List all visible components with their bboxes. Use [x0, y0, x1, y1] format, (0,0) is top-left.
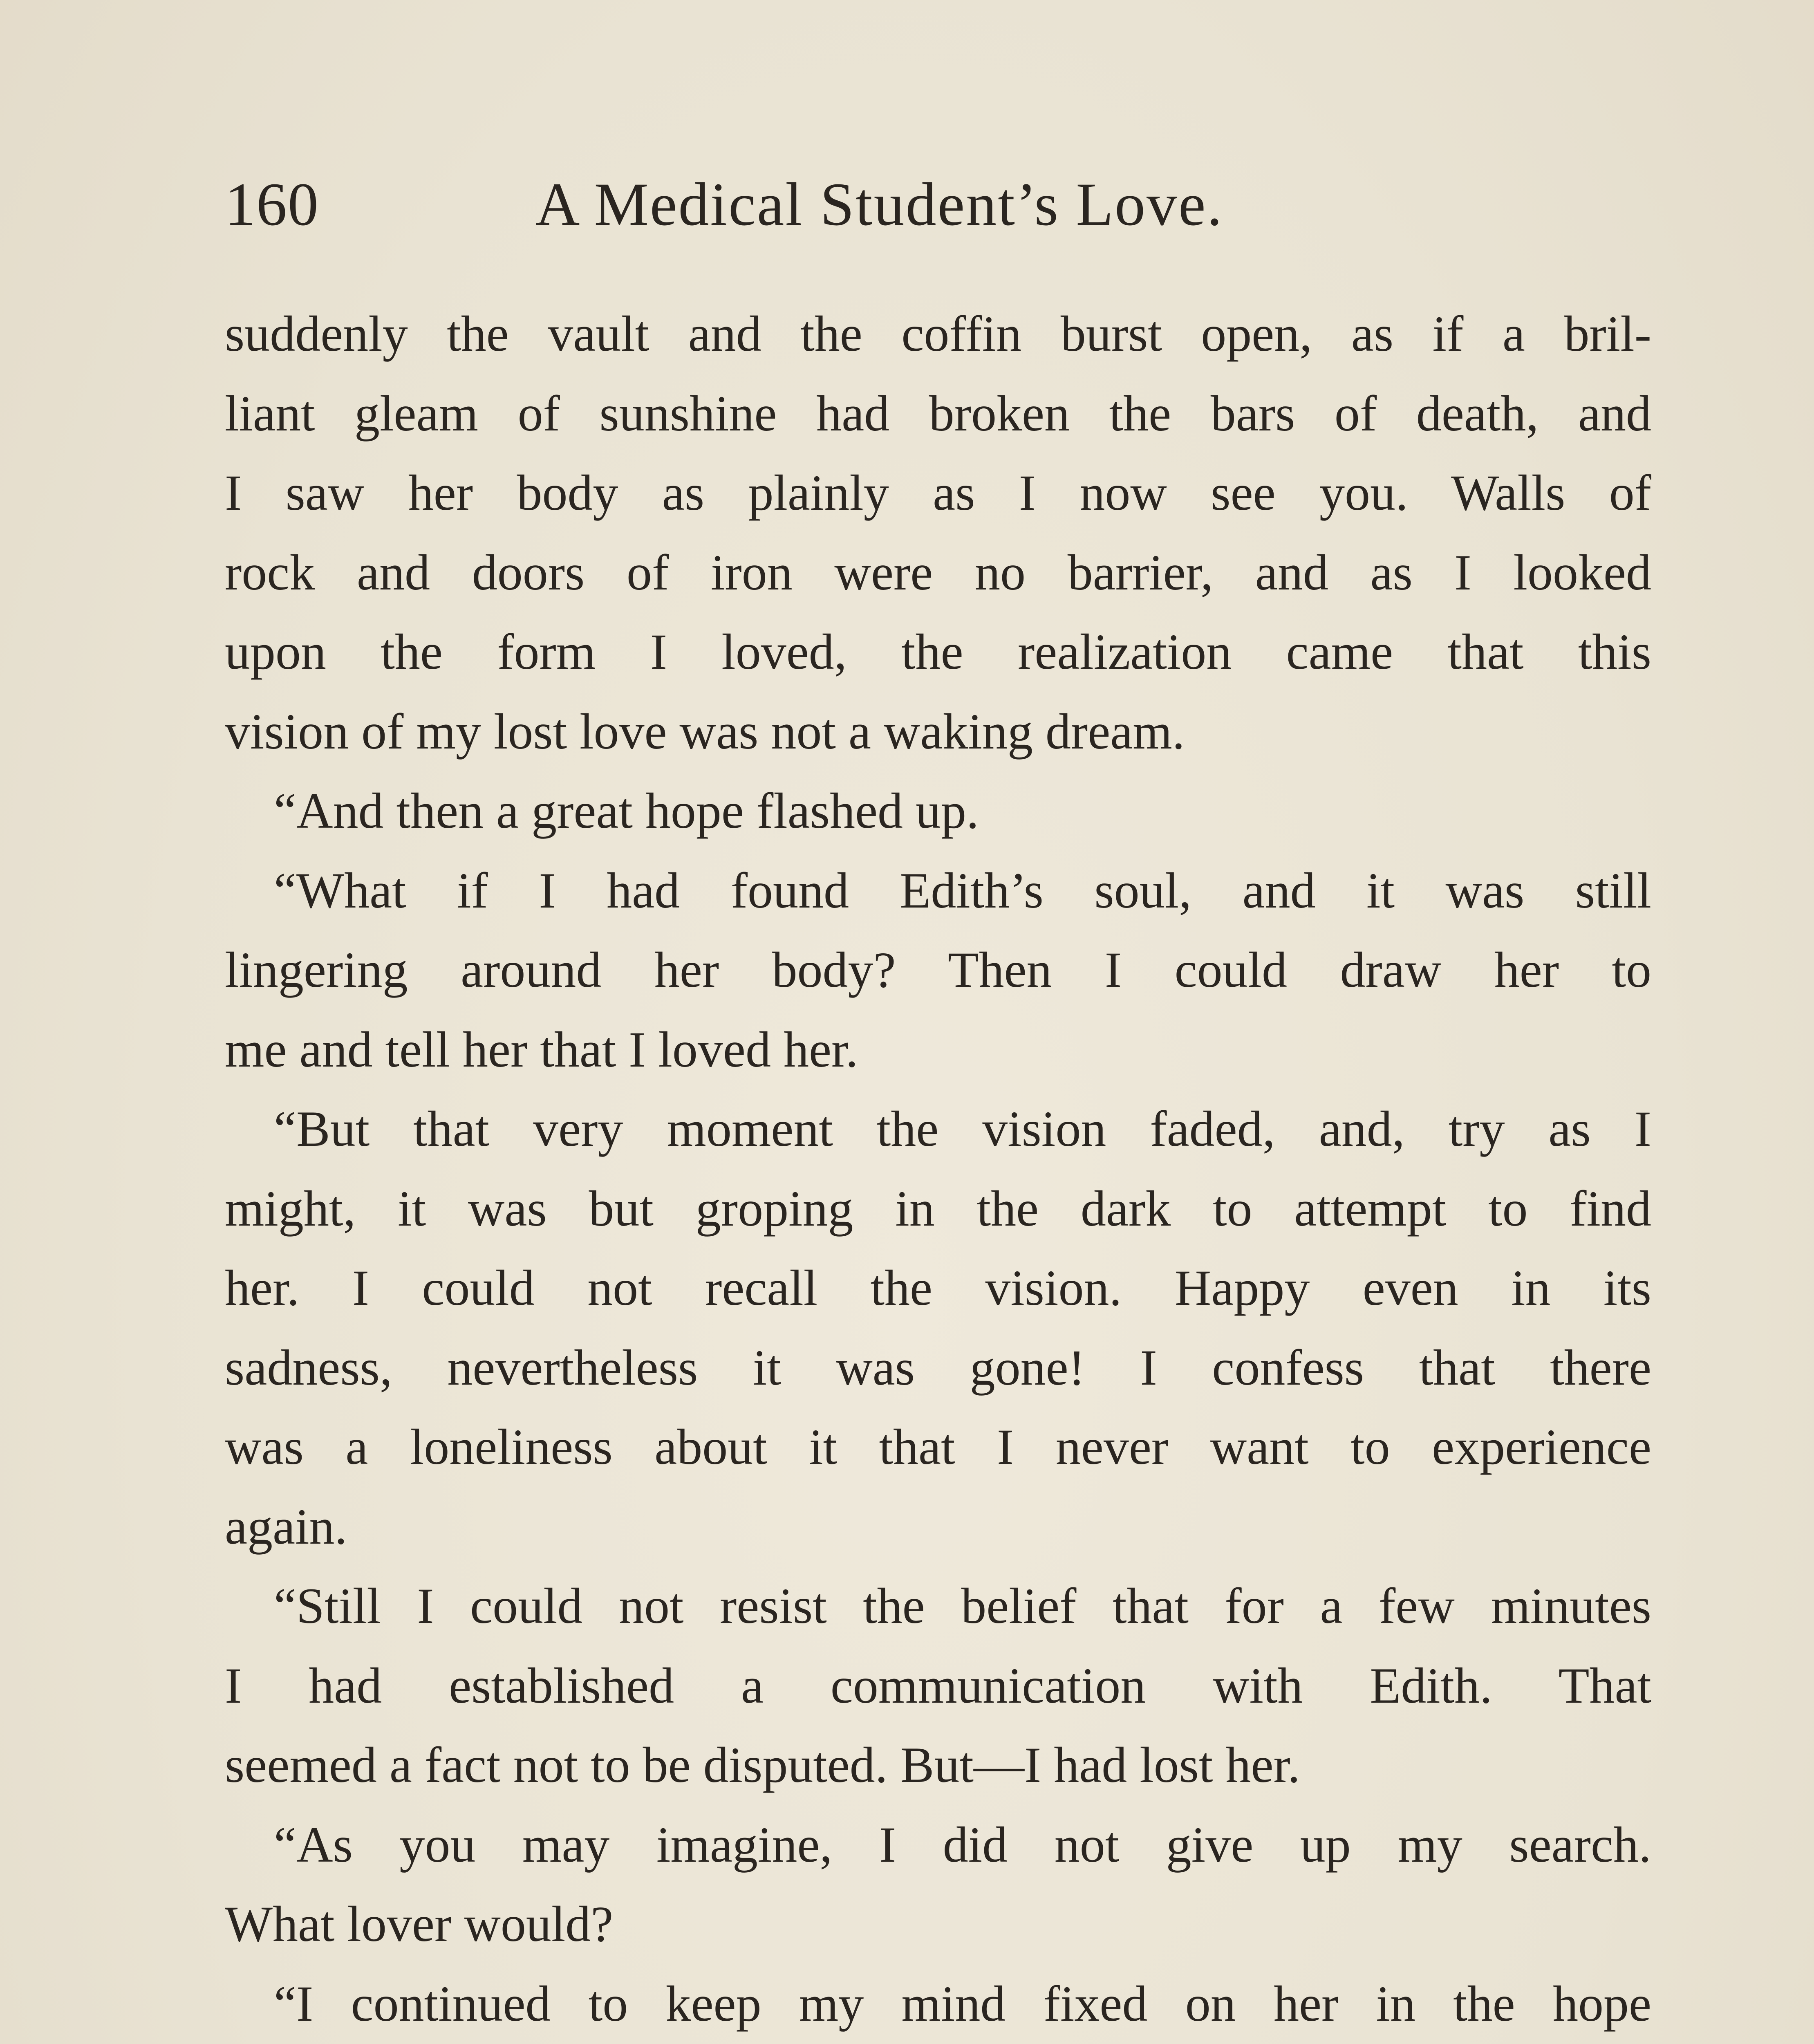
paragraph [225, 294, 1651, 771]
text-line: vision of my lost love was not a waking dream. [225, 703, 1185, 760]
text-line: I saw her body as plainly as I now see you. Walls of [225, 465, 1651, 521]
body-text [225, 294, 1651, 2044]
text-line: again. [225, 1498, 347, 1555]
text-line: liant gleam of sunshine had broken the bars of death, and [225, 385, 1651, 442]
paragraph [225, 771, 1651, 851]
text-line: was a loneliness about it that I never want to experience [225, 1419, 1651, 1475]
text-line: “And then a great hope flashed up. [274, 783, 979, 839]
page-number: 160 [225, 170, 319, 238]
text-line: me and tell her that I loved her. [225, 1021, 858, 1078]
text-line: upon the form I loved, the realization came that this [225, 624, 1651, 680]
text-line: “What if I had found Edith’s soul, and it was still [274, 862, 1651, 919]
text-line: “As you may imagine, I did not give up my search. [274, 1816, 1651, 1873]
paragraph [225, 1567, 1651, 1805]
paragraph [225, 1964, 1651, 2044]
text-line: rock and doors of iron were no barrier, and as I looked [225, 544, 1651, 601]
text-line: I had established a communication with Edith. That [225, 1657, 1651, 1714]
paragraph [225, 1805, 1651, 1964]
text-line: “But that very moment the vision faded, and, try as I [274, 1101, 1651, 1157]
text-line: “Still I could not resist the belief that for a few minutes [274, 1578, 1651, 1634]
text-line: her. I could not recall the vision. Happy even in its [225, 1260, 1651, 1316]
text-line: sadness, nevertheless it was gone! I confess that there [225, 1339, 1651, 1396]
text-line: suddenly the vault and the coffin burst open, as if a bril- [225, 306, 1651, 362]
paragraph [225, 851, 1651, 1090]
text-line: lingering around her body? Then I could draw her to [225, 942, 1651, 998]
text-line: seemed a fact not to be disputed. But—I had lost her. [225, 1737, 1300, 1793]
running-head: A Medical Student’s Love. [535, 170, 1224, 238]
page-header [225, 164, 1655, 245]
text-line: might, it was but groping in the dark to attempt to find [225, 1180, 1651, 1237]
text-line: What lover would? [225, 1896, 614, 1952]
paragraph [225, 1089, 1651, 1567]
text-line: “I continued to keep my mind fixed on her in the hope [274, 1975, 1651, 2032]
